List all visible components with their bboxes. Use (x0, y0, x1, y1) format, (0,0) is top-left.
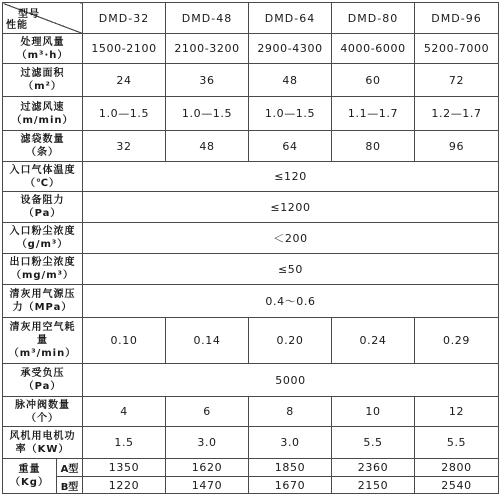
table-cell: 4000-6000 (332, 34, 415, 64)
model-header-label: 型号 (18, 9, 40, 20)
row-label: 清灰用气源压 力（MPa） (3, 285, 83, 318)
table-cell: 1.0—1.5 (166, 97, 249, 131)
model-name: DMD-32 (83, 3, 166, 34)
table-row-weight-a (3, 459, 499, 477)
table-cell: 2540 (415, 477, 499, 494)
row-label: 处理风量 （m³·h） (3, 34, 83, 64)
table-cell: 60 (332, 64, 415, 97)
table-row-weight-b (3, 477, 499, 494)
merged-cell: ≤120 (83, 162, 499, 192)
table-row-fan-power (3, 427, 499, 459)
table-cell: 36 (166, 64, 249, 97)
table-cell: 4 (83, 397, 166, 427)
row-label: 出口粉尘浓度 （mg/m³） (3, 254, 83, 285)
table-cell: 6 (166, 397, 249, 427)
table-cell: 1350 (83, 459, 166, 477)
table-cell: 32 (83, 131, 166, 162)
table-cell: 48 (249, 64, 332, 97)
merged-cell: 0.4～0.6 (83, 285, 499, 318)
row-label: 承受负压 （Pa） (3, 364, 83, 397)
table-row-bag-count (3, 131, 499, 162)
table-cell: 5.5 (332, 427, 415, 459)
merged-cell: 5000 (83, 364, 499, 397)
row-label: 过滤面积 （m²） (3, 64, 83, 97)
table-cell: 1620 (166, 459, 249, 477)
table-cell: 0.20 (249, 318, 332, 364)
table-row-filter-area (3, 64, 499, 97)
table-cell: 0.24 (332, 318, 415, 364)
table-cell: 0.29 (415, 318, 499, 364)
table-cell: 2360 (332, 459, 415, 477)
table-cell: 1500-2100 (83, 34, 166, 64)
table-cell: 2900-4300 (249, 34, 332, 64)
table-cell: 72 (415, 64, 499, 97)
header-row (3, 3, 499, 34)
table-cell: 3.0 (166, 427, 249, 459)
row-label: 脉冲阀数量 （个） (3, 397, 83, 427)
table-cell: 24 (83, 64, 166, 97)
weight-type-label: A型 (57, 459, 83, 477)
table-cell: 1.0—1.5 (249, 97, 332, 131)
table-cell: 2100-3200 (166, 34, 249, 64)
table-cell: 5.5 (415, 427, 499, 459)
table-row-resistance (3, 192, 499, 223)
table-cell: 1220 (83, 477, 166, 494)
table-cell: 1470 (166, 477, 249, 494)
table-row-valve-count (3, 397, 499, 427)
table-cell: 64 (249, 131, 332, 162)
table-row-inlet-dust (3, 223, 499, 254)
model-name: DMD-96 (415, 3, 499, 34)
table-cell: 96 (415, 131, 499, 162)
table-cell: 1670 (249, 477, 332, 494)
header-diagonal-cell (3, 3, 83, 34)
row-label: 过滤风速 （m/min） (3, 97, 83, 131)
row-label: 重量 （Kg） (3, 459, 57, 494)
row-label: 入口粉尘浓度 （g/m³） (3, 223, 83, 254)
table-row-clean-pressure (3, 285, 499, 318)
table-row-airflow (3, 34, 499, 64)
row-label: 入口气体温度 （℃） (3, 162, 83, 192)
table-cell: 12 (415, 397, 499, 427)
table-cell: 0.10 (83, 318, 166, 364)
table-cell: 2150 (332, 477, 415, 494)
row-label: 滤袋数量 （条） (3, 131, 83, 162)
table-cell: 8 (249, 397, 332, 427)
table-cell: 10 (332, 397, 415, 427)
merged-cell: ≤50 (83, 254, 499, 285)
row-label: 设备阻力 （Pa） (3, 192, 83, 223)
table-row-neg-pressure (3, 364, 499, 397)
performance-header-label: 性能 (6, 20, 28, 31)
table-cell: 1.2—1.7 (415, 97, 499, 131)
table-row-filter-speed (3, 97, 499, 131)
model-name: DMD-64 (249, 3, 332, 34)
merged-cell: ＜200 (83, 223, 499, 254)
table-cell: 80 (332, 131, 415, 162)
table-row-outlet-dust (3, 254, 499, 285)
table-cell: 3.0 (249, 427, 332, 459)
row-label: 风机用电机功 率（KW） (3, 427, 83, 459)
spec-table (2, 2, 499, 494)
model-name: DMD-48 (166, 3, 249, 34)
weight-type-label: B型 (57, 477, 83, 494)
table-cell: 5200-7000 (415, 34, 499, 64)
table-cell: 1850 (249, 459, 332, 477)
table-row-air-consumption (3, 318, 499, 364)
table-cell: 2800 (415, 459, 499, 477)
model-name: DMD-80 (332, 3, 415, 34)
row-label: 清灰用空气耗 量 （m³/min） (3, 318, 83, 364)
table-cell: 1.0—1.5 (83, 97, 166, 131)
table-cell: 48 (166, 131, 249, 162)
table-row-inlet-temp (3, 162, 499, 192)
table-cell: 1.5 (83, 427, 166, 459)
merged-cell: ≤1200 (83, 192, 499, 223)
table-cell: 1.1—1.7 (332, 97, 415, 131)
table-cell: 0.14 (166, 318, 249, 364)
